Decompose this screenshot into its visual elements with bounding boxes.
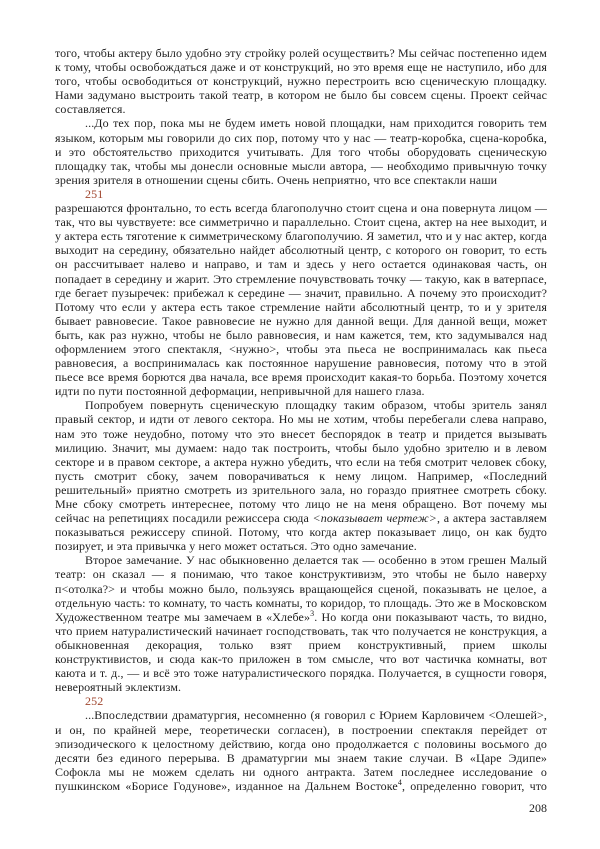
paragraph-text: ...Впоследствии драматургия, несомненно (я говорил с Юрием Карловичем <Олешей>, и он, по крайней мере, теоретически согласен), в построении спектакля перейдет от эпизодического к целостному действию, когда оно продолжается с половины восьмого до десяти без единого перерыва. В драматургии мы знаем такие случаи. В «Царе Эдипе» Софокла мы не можем сделать ни одного антракта. Затем последнее исследование о пушкинском «Борисе Годунове», изданное на Дальнем Востоке <box>55 708 547 793</box>
footnote-reference-3: 3 <box>310 608 315 618</box>
paragraph: ...До тех пор, пока мы не будем иметь новой площадки, нам приходится говорить тем языком, которым мы говорили до сих пор, потому что у нас — театр-коробка, сцена-коробка, и это обстоятельство приходится учитывать. Для того чтобы оборудовать сценическую площадку так, чтобы мы донесли основные мысли автора, — необходимо привычную точку зрения зрителя в отношении сцены сбить. Очень неприятно, что все спектакли наши <box>55 116 547 187</box>
source-page-marker-251: 251 <box>85 186 104 201</box>
paragraph <box>55 398 547 553</box>
stage-direction-italic: <показывает чертеж> <box>312 511 438 526</box>
paragraph <box>55 553 547 694</box>
paragraph-continuation: разрешаются фронтально, то есть всегда благополучно стоит сцена и она повернута лицом — так, что вы чувствуете: все симметрично и параллельно. Стоит сцена, актер на нее выходит, и у актера есть тяготение к симметрическому благополучию. Я заметил, что и у нас актер, когда выходит на середину, обязательно найдет абсолютный центр, с которого он говорит, то есть он рассчитывает налево и направо, и там и здесь у него остается одинаковая часть, он попадает в середину и жарит. Это стремление почувствовать точку — такую, как в ватерпасе, где бегает пузыречек: прибежал к середине — значит, правильно. А почему это происходит? Потому что если у актера есть такое стремление найти абсолютный центр, то и у зрителя бывает равновесие. Такое равновесие не нужно для данной вещи. Для данной вещи, может быть, как раз нужно, чтобы не было равновесия, и нам кажется, тем, кто задумывался над оформлением этого спектакля, <нужно>, чтобы эта пьеса не воспринималась как пьеса равновесия, а воспринималась как постоянное нарушение равновесия, потому что в этой пьесе все время борются два начала, все время происходит какая-то борьба. Поэтому хочется идти по пути постоянной деформации, непривычной для нашего глаза. <box>55 201 547 399</box>
paragraph-text: , а актера заставляем показываться режиссеру спиной. Потому, что когда актер показывает лицо, он как будто позирует, и эта привычка у него может остаться. Это одно замечание. <box>55 511 547 554</box>
paragraph-continued-from-previous-page: того, чтобы актеру было удобно эту стройку ролей осуществить? Мы сейчас постепенно идем к тому, чтобы освобождаться даже и от конструкций, но это время еще не наступило, ибо для того, чтобы освободиться от конструкций, нужно перестроить всю сценическую площадку. Нами задумано выстроить такой театр, в котором не было бы совсем сцены. Проект сейчас составляется. <box>55 46 547 117</box>
footnote-reference-4: 4 <box>397 777 402 787</box>
paragraph-text: , определенно говорит, что <box>401 778 548 793</box>
paragraph-text: Второе замечание. У нас обыкновенно делается так — особенно в этом грешен Малый театр: он сказал — я понимаю, что такое конструктивизм, это чтобы не было наверху п<отолка?> и чтобы можно было, пользуясь вращающейся сценой, показывать не целое, а отдельную часть: то комнату, то часть комнаты, то коридор, то площадь. Это же в Московском Художественном театре мы замечаем в «Хлебе» <box>55 553 547 624</box>
paragraph-text: . Но когда они показывают часть, то видно, что прием натуралистический начинает господствовать, так что получается не конструкция, а обыкновенная декорация, только взят прием конструктивный, прием школы конструктивистов, и сюда как-то приложен в том смысле, что вот частичка комнаты, вот каюта и т. д., — и всё это тоже натуралистического порядка. Получается, в сущности говоря, невероятный эклектизм. <box>55 609 547 695</box>
text-block <box>55 46 547 793</box>
paragraph <box>55 708 547 793</box>
paragraph-text: Попробуем повернуть сценическую площадку таким образом, чтобы зритель занял правый сектор, и идти от левого сектора. Но мы не хотим, чтобы перебегали слева направо, нам это тоже неудобно, потому что это внесет беспорядок в театр и придется вызывать милицию. Значит, мы думаем: надо так построить, чтобы было удобно зрителю и в левом секторе и в правом секторе, а актера нужно убедить, что если на тебя смотрит человек сбоку, пусть смотрит сбоку, зачем поворачиваться к нему лицом. Например, «Последний решительный» приятно смотреть из зрительного зала, но гораздо приятнее смотреть сбоку. Мне сбоку смотреть интереснее, потому что лицо не на меня обращено. Вот почему мы сейчас на репетициях посадили режиссера сюда <box>55 398 547 526</box>
source-page-marker-252: 252 <box>85 694 104 709</box>
page-number: 208 <box>529 801 547 815</box>
